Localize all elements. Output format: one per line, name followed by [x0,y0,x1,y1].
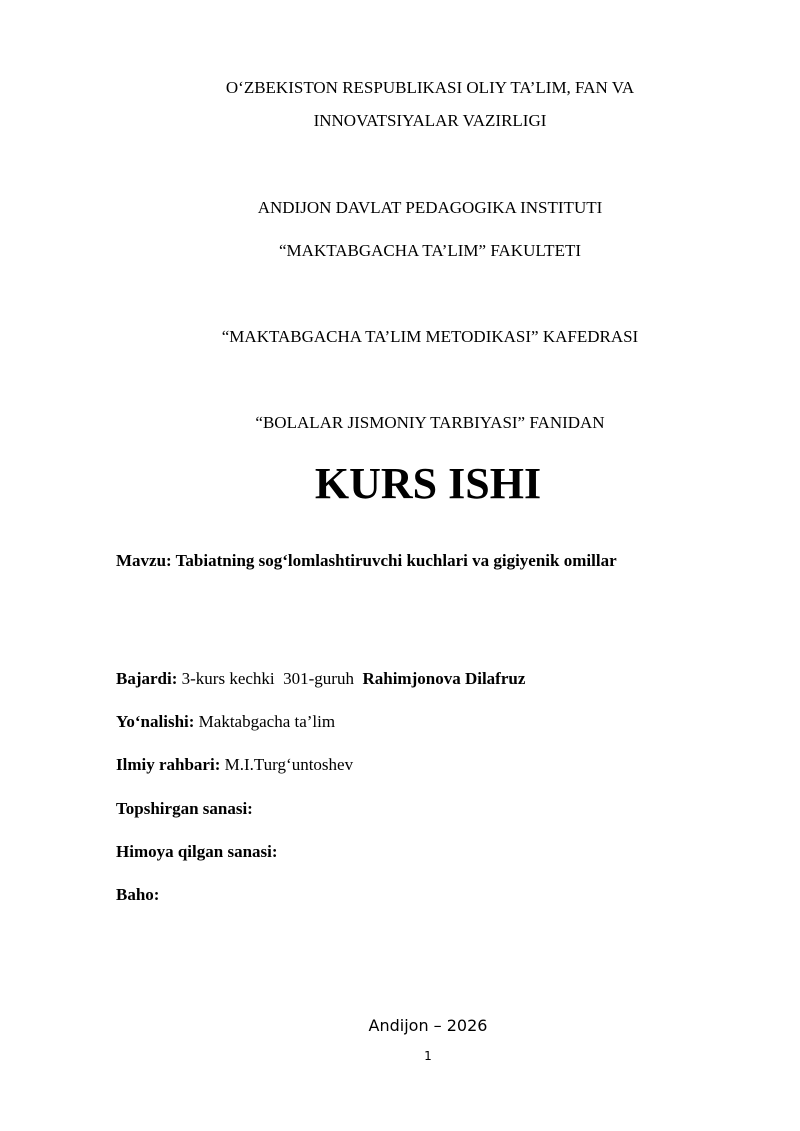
performed-by-name: Rahimjonova Dilafruz [362,669,526,688]
faculty-name: “MAKTABGACHA TA’LIM” FAKULTETI [279,241,581,260]
direction-value: Maktabgacha ta’lim [194,712,336,731]
performed-by-group: 3-kurs kechki 301-guruh [177,669,363,688]
city-year: Andijon – 2026 [368,1016,488,1035]
institute-name: ANDIJON DAVLAT PEDAGOGIKA INSTITUTI [257,198,603,217]
supervisor-label: Ilmiy rahbari: [116,755,221,774]
grade-field [116,885,159,905]
subject-name: “BOLALAR JISMONIY TARBIYASI” FANIDAN [255,413,605,432]
department-name: “MAKTABGACHA TA’LIM METODIKASI” KAFEDRASI [221,327,639,346]
defended-date-label: Himoya qilgan sanasi: [116,842,278,861]
performed-by-field [116,669,525,689]
ministry-line-2: INNOVATSIYALAR VAZIRLIGI [313,111,547,130]
page-number: 1 [424,1049,432,1063]
document-title: KURS ISHI [314,459,542,508]
ministry-line-1: O‘ZBEKISTON RESPUBLIKASI OLIY TA’LIM, FAN VA [225,78,635,97]
defended-date-field [116,842,278,862]
grade-label: Baho: [116,885,160,904]
direction-label: Yo‘nalishi: [116,712,195,731]
supervisor-field [116,755,353,775]
submitted-date-field [116,799,253,819]
direction-field [116,712,335,732]
topic-line: Mavzu: Tabiatning sog‘lomlashtiruvchi kuchlari va gigiyenik omillar [116,551,617,570]
submitted-date-label: Topshirgan sanasi: [116,799,253,818]
supervisor-value: M.I.Turg‘untoshev [220,755,354,774]
performed-by-label: Bajardi: [116,669,178,688]
